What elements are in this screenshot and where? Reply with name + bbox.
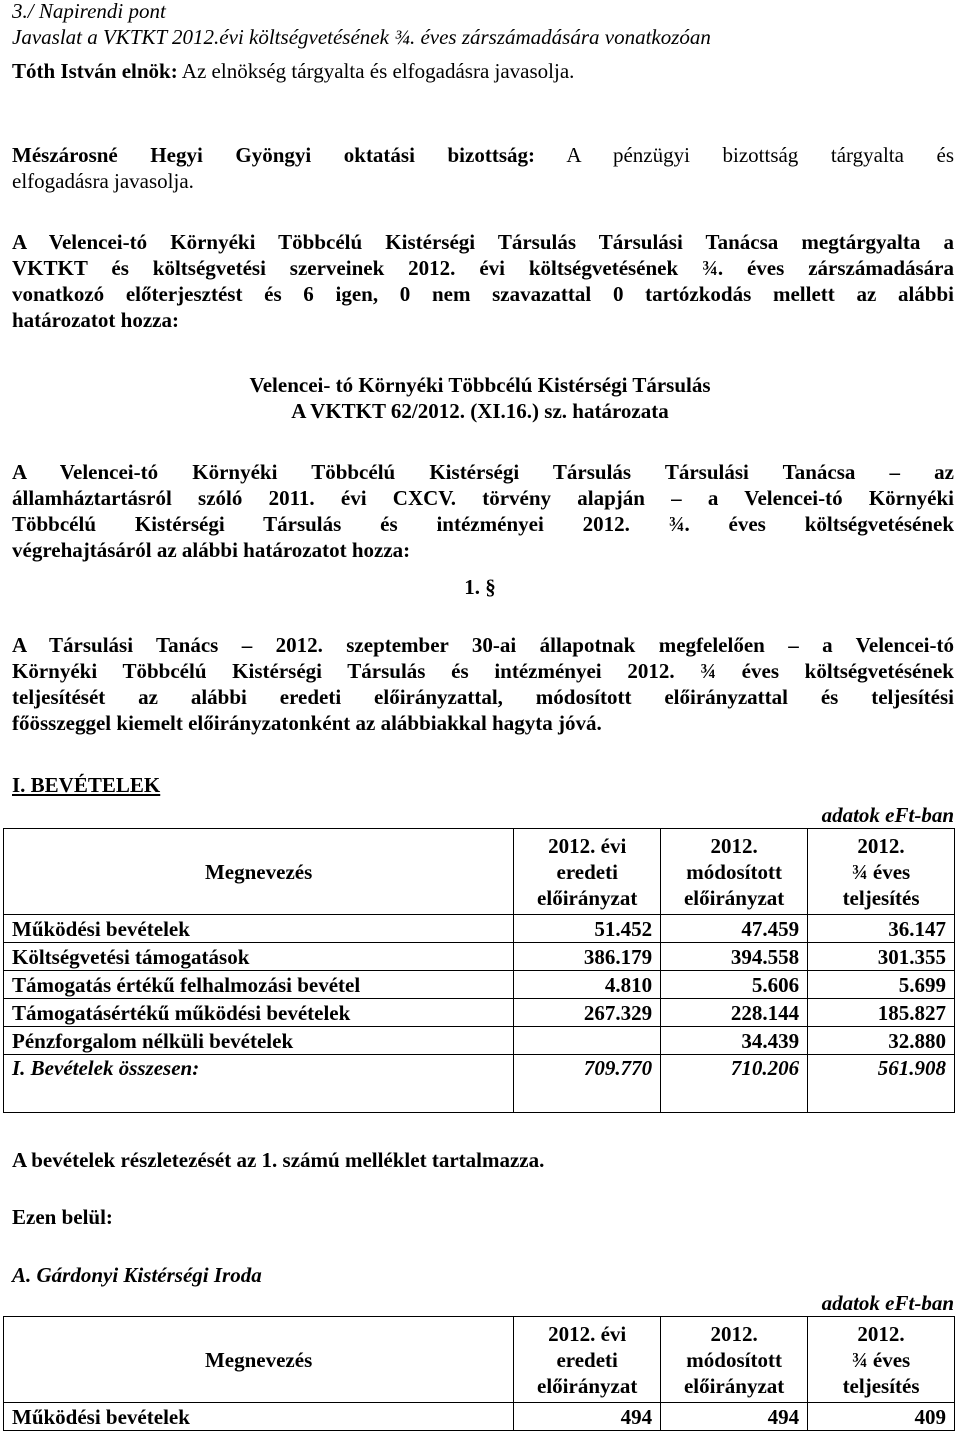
meszarosne-label: Mészárosné Hegyi Gyöngyi oktatási bizottság: [12,143,535,167]
header-original-line-1: 2012. évi [548,833,627,858]
table-header-row [4,1317,955,1403]
row-original [514,1027,661,1055]
section-mark: 1. § [464,575,496,599]
header-modified-line-1: 2012. [710,1321,758,1346]
body1-line-3: Többcélú Kistérségi Társulás és intézményei 2012. ¾. éves költségvetésének [12,512,954,536]
row-name: Működési bevételek [4,1403,514,1431]
meszarosne-text-1: A pénzügyi bizottság tárgyalta és [566,143,954,167]
body-paragraph-1 [12,459,954,563]
agenda-subject: Javaslat a VKTKT 2012.évi költségvetésének ¾. éves zárszámadására vonatkozóan [12,25,711,49]
row-original: 4.810 [514,971,661,999]
meszarosne-statement [12,142,954,194]
agenda-heading: 3./ Napirendi pont [12,0,166,23]
header-actual-line-2: ¾ éves [851,1347,911,1372]
header-actual-line-1: 2012. [857,1321,905,1346]
table-total-row [4,1055,955,1113]
table-header-row [4,829,955,915]
header-actual [808,1317,955,1403]
intro-line-1: A Velencei-tó Környéki Többcélú Kistérségi Társulás Társulási Tanácsa megtárgyalta a [12,230,954,254]
body-paragraph-2 [12,632,954,736]
body1-line-1: A Velencei-tó Környéki Többcélú Kistérségi Társulás Társulási Tanácsa – az [12,460,954,484]
table-row [4,1027,955,1055]
body2-line-1: A Társulási Tanács – 2012. szeptember 30-ai állapotnak megfelelően – a Velencei-tó [12,633,954,657]
row-original: 386.179 [514,943,661,971]
toth-statement [12,58,954,84]
row-name: Költségvetési támogatások [4,943,514,971]
revenue-heading: I. BEVÉTELEK [12,773,161,797]
unit-note: adatok eFt-ban [821,803,954,827]
meszarosne-text-2: elfogadásra javasolja. [12,169,194,193]
row-actual: 301.355 [808,943,955,971]
row-name: Működési bevételek [4,915,514,943]
body2-line-2: Környéki Többcélú Kistérségi Társulás és intézményei 2012. ¾ éves költségvetésének [12,659,954,683]
header-name: Megnevezés [4,1317,514,1403]
body1-line-4: végrehajtásáról az alábbi határozatot hozza: [12,538,411,562]
row-actual: 36.147 [808,915,955,943]
header-original [514,829,661,915]
detail-note: A bevételek részletezését az 1. számú melléklet tartalmazza. [12,1148,545,1172]
total-modified: 710.206 [661,1055,808,1113]
header-actual [808,829,955,915]
total-actual: 561.908 [808,1055,955,1113]
header-original-line-3: előirányzat [537,885,638,910]
body2-line-3: teljesítését az alábbi eredeti előirányzattal, módosított előirányzattal és teljesítési [12,685,954,709]
header-actual-line-2: ¾ éves [851,859,911,884]
resolution-number: A VKTKT 62/2012. (XI.16.) sz. határozata [291,399,669,423]
body2-line-4: főösszeggel kiemelt előirányzatonként az alábbiakkal hagyta jóvá. [12,711,602,735]
row-modified: 5.606 [661,971,808,999]
header-modified-line-3: előirányzat [683,1373,785,1398]
row-actual: 5.699 [808,971,955,999]
table-row [4,1403,955,1431]
header-modified [661,829,808,915]
total-original: 709.770 [514,1055,661,1113]
intro-line-2: VKTKT és költségvetési szerveinek 2012. évi költségvetésének ¾. éves zárszámadására [12,256,954,280]
row-actual: 32.880 [808,1027,955,1055]
meszarosne-line-1 [12,142,954,168]
table-row [4,915,955,943]
revenue-table [3,828,955,1113]
row-modified: 394.558 [661,943,808,971]
header-modified [661,1317,808,1403]
header-name: Megnevezés [4,829,514,915]
row-name: Támogatásértékű működési bevételek [4,999,514,1027]
intro-line-3: vonatkozó előterjesztést és 6 igen, 0 nem szavazattal 0 tartózkodás mellett az alábbi [12,282,954,306]
header-actual-line-3: teljesítés [842,885,920,910]
header-original-line-2: eredeti [556,1347,618,1372]
row-original: 51.452 [514,915,661,943]
row-name: Pénzforgalom nélküli bevételek [4,1027,514,1055]
row-modified: 47.459 [661,915,808,943]
header-original-line-1: 2012. évi [548,1321,627,1346]
row-modified: 494 [661,1403,808,1431]
resolution-org: Velencei- tó Környéki Többcélú Kistérségi Társulás [249,373,711,397]
header-original [514,1317,661,1403]
office-revenue-table [3,1316,955,1431]
row-name: Támogatás értékű felhalmozási bevétel [4,971,514,999]
table-row [4,971,955,999]
row-actual: 409 [808,1403,955,1431]
header-original-line-3: előirányzat [537,1373,638,1398]
row-modified: 228.144 [661,999,808,1027]
header-modified-line-3: előirányzat [683,885,785,910]
toth-text: Az elnökség tárgyalta és elfogadásra javasolja. [181,59,575,83]
header-original-line-2: eredeti [556,859,618,884]
body1-line-2: államháztartásról szóló 2011. évi CXCV. törvény alapján – a Velencei-tó Környéki [12,486,954,510]
toth-label: Tóth István elnök: [12,59,178,83]
total-name: I. Bevételek összesen: [4,1055,514,1113]
header-modified-line-2: módosított [686,1347,782,1372]
row-original: 494 [514,1403,661,1431]
header-modified-line-1: 2012. [710,833,758,858]
row-modified: 34.439 [661,1027,808,1055]
sub-heading: A. Gárdonyi Kistérségi Iroda [12,1263,262,1287]
table-row [4,943,955,971]
intro-paragraph [12,229,954,333]
resolution-heading [0,372,960,424]
header-actual-line-1: 2012. [857,833,905,858]
intro-line-4: határozatot hozza: [12,308,179,332]
table-row [4,999,955,1027]
within-label: Ezen belül: [12,1205,113,1229]
agenda-block [12,0,954,50]
header-actual-line-3: teljesítés [842,1373,920,1398]
row-actual: 185.827 [808,999,955,1027]
unit-note-2: adatok eFt-ban [821,1291,954,1315]
row-original: 267.329 [514,999,661,1027]
header-modified-line-2: módosított [686,859,782,884]
